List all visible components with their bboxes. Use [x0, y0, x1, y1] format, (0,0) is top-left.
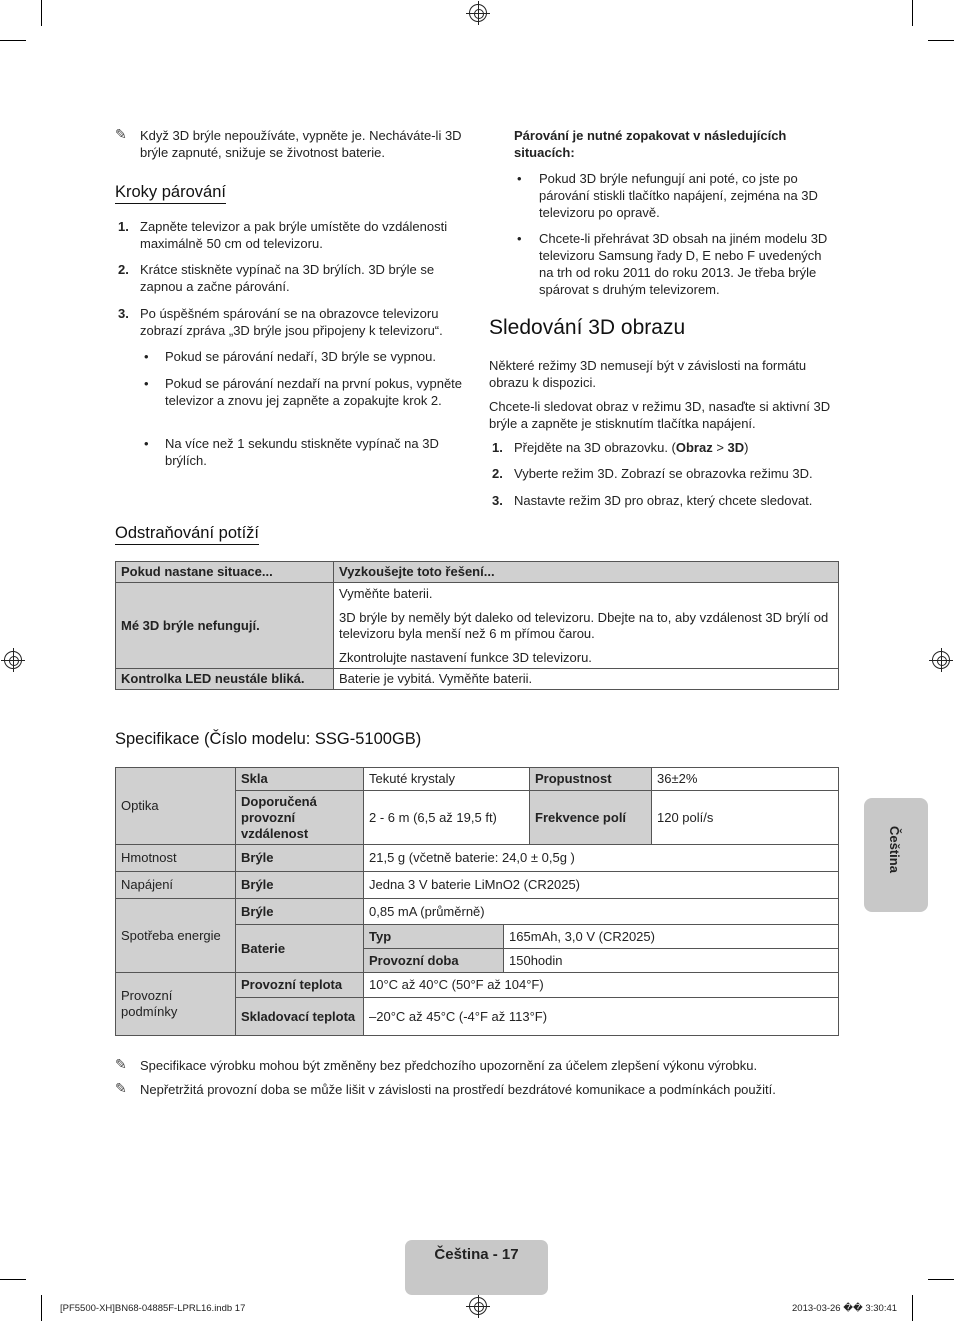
spec-label: Doporučená provozní vzdálenost	[236, 791, 364, 845]
crop-mark	[928, 40, 954, 41]
spec-label: Provozní doba	[364, 949, 504, 973]
step-number: 2.	[492, 466, 503, 481]
step-text: Vyberte režim 3D. Zobrazí se obrazovka režimu 3D.	[514, 466, 813, 481]
troubleshooting-table	[115, 561, 839, 690]
spec-label: Baterie	[236, 925, 364, 973]
spec-label: Propustnost	[530, 768, 652, 791]
bullet-text: Pokud se párování nedaří, 3D brýle se vypnou.	[165, 349, 436, 364]
bullet-text: Pokud 3D brýle nefungují ani poté, co jste po párování stiskli tlačítko napájení, zejména na 3D televizoru po opravě.	[539, 171, 818, 220]
solution-cell: 3D brýle by neměly být daleko od televizoru. Dbejte na to, aby vzdálenost 3D brýlí od televizoru byla menší než 6 m přímou čarou.	[334, 604, 839, 644]
spec-value: 10°C až 40°C (50°F až 104°F)	[364, 973, 839, 998]
bullet: •	[517, 171, 522, 186]
section-title: Sledování 3D obrazu	[489, 316, 686, 339]
footer-file-info: [PF5500-XH]BN68-04885F-LPRL16.indb 17	[60, 1303, 246, 1314]
registration-mark-icon	[932, 651, 950, 669]
step-text: Přejděte na 3D obrazovku. (Obraz > 3D)	[514, 440, 749, 455]
note-text: Když 3D brýle nepoužíváte, vypněte je. Necháváte-li 3D brýle zapnuté, snižuje se životnost baterie.	[140, 128, 462, 160]
solution-cell: Zkontrolujte nastavení funkce 3D televizoru.	[334, 644, 839, 669]
pencil-note-icon: ✎	[115, 1080, 127, 1096]
table-header: Pokud nastane situace...	[116, 562, 334, 583]
spec-label: Skla	[236, 768, 364, 791]
registration-mark-icon	[4, 651, 22, 669]
step-text: Krátce stiskněte vypínač na 3D brýlích. 3D brýle se zapnou a začne párování.	[140, 262, 435, 294]
step-text: Po úspěšném spárování se na obrazovce televizoru zobrazí zpráva „3D brýle jsou připojeny k televizoru“.	[140, 306, 443, 338]
paragraph: Některé režimy 3D nemusejí být v závislosti na formátu obrazu k dispozici.	[489, 358, 807, 390]
spec-value: 150hodin	[504, 949, 839, 973]
spec-label: Typ	[364, 925, 504, 949]
crop-mark	[928, 1279, 954, 1280]
spec-value: Jedna 3 V baterie LiMnO2 (CR2025)	[364, 872, 839, 899]
spec-label: Brýle	[236, 872, 364, 899]
bullet: •	[144, 436, 149, 451]
step-number: 1.	[118, 219, 129, 234]
spec-category: Provozní podmínky	[116, 973, 236, 1036]
crop-mark	[0, 40, 26, 41]
spec-value: 21,5 g (včetně baterie: 24,0 ± 0,5g )	[364, 845, 839, 872]
step-number: 1.	[492, 440, 503, 455]
problem-cell: Mé 3D brýle nefungují.	[116, 583, 334, 669]
bullet-text: Na více než 1 sekundu stiskněte vypínač na 3D brýlích.	[165, 436, 439, 468]
spec-category: Napájení	[116, 872, 236, 899]
spec-label: Skladovací teplota	[236, 998, 364, 1036]
spec-value: 2 - 6 m (6,5 až 19,5 ft)	[364, 791, 530, 845]
step-number: 3.	[492, 493, 503, 508]
spec-value: 120 polí/s	[652, 791, 839, 845]
solution-cell: Baterie je vybitá. Vyměňte baterii.	[334, 669, 839, 690]
problem-cell: Kontrolka LED neustále bliká.	[116, 669, 334, 690]
bullet: •	[517, 231, 522, 246]
spec-value: –20°C až 45°C (-4°F až 113°F)	[364, 998, 839, 1036]
spec-label: Frekvence polí	[530, 791, 652, 845]
spec-label: Brýle	[236, 845, 364, 872]
step-number: 2.	[118, 262, 129, 277]
language-label: Čeština	[887, 826, 902, 873]
bullet: •	[144, 349, 149, 364]
table-header: Vyzkoušejte toto řešení...	[334, 562, 839, 583]
spec-value: 36±2%	[652, 768, 839, 791]
crop-mark	[0, 1279, 26, 1280]
crop-mark	[41, 1295, 42, 1321]
spec-category: Spotřeba energie	[116, 899, 236, 973]
step-number: 3.	[118, 306, 129, 321]
registration-mark-icon	[469, 1297, 487, 1315]
pencil-note-icon: ✎	[115, 1056, 127, 1072]
spec-category: Hmotnost	[116, 845, 236, 872]
section-heading: Kroky párování	[115, 184, 226, 204]
registration-mark-icon	[469, 4, 487, 22]
bullet: •	[144, 376, 149, 391]
paragraph: Chcete-li sledovat obraz v režimu 3D, nasaďte si aktivní 3D brýle a zapněte je stisknutím tlačítka napájení.	[489, 399, 831, 431]
bullet-text: Pokud se párování nezdaří na první pokus, vypněte televizor a znovu jej zapněte a zopakujte krok 2.	[165, 376, 463, 408]
spec-table	[115, 767, 839, 1036]
step-text: Zapněte televizor a pak brýle umístěte do vzdálenosti maximálně 50 cm od televizoru.	[140, 219, 448, 251]
crop-mark	[41, 0, 42, 26]
solution-cell: Vyměňte baterii.	[334, 583, 839, 605]
spec-value: 165mAh, 3,0 V (CR2025)	[504, 925, 839, 949]
crop-mark	[912, 1295, 913, 1321]
spec-label: Provozní teplota	[236, 973, 364, 998]
spec-value: 0,85 mA (průměrně)	[364, 899, 839, 925]
note-text: Specifikace výrobku mohou být změněny bez předchozího upozornění za účelem zlepšení výkonu výrobku.	[140, 1058, 758, 1073]
spec-category: Optika	[116, 768, 236, 845]
bullet-text: Chcete-li přehrávat 3D obsah na jiném modelu 3D televizoru Samsung řady D, E nebo F uvedených na trh od roku 2011 do roku 2013. Je třeba brýle spárovat s druhým televizorem.	[539, 231, 828, 297]
step-text: Nastavte režim 3D pro obraz, který chcete sledovat.	[514, 493, 813, 508]
repeat-heading: Párování je nutné zopakovat v následujících situacích:	[514, 128, 787, 160]
pencil-note-icon: ✎	[115, 126, 127, 142]
section-heading: Odstraňování potíží	[115, 525, 259, 545]
footer-timestamp: 2013-03-26 �� 3:30:41	[792, 1303, 898, 1314]
spec-value: Tekuté krystaly	[364, 768, 530, 791]
spec-label: Brýle	[236, 899, 364, 925]
section-heading: Specifikace (Číslo modelu: SSG-5100GB)	[115, 730, 422, 748]
page-number-tab	[405, 1240, 548, 1295]
page-label: Čeština - 17	[434, 1246, 519, 1263]
language-side-tab	[864, 798, 928, 912]
crop-mark	[912, 0, 913, 26]
note-text: Nepřetržitá provozní doba se může lišit v závislosti na prostředí bezdrátové komunikace a podmínkách použití.	[140, 1082, 776, 1097]
